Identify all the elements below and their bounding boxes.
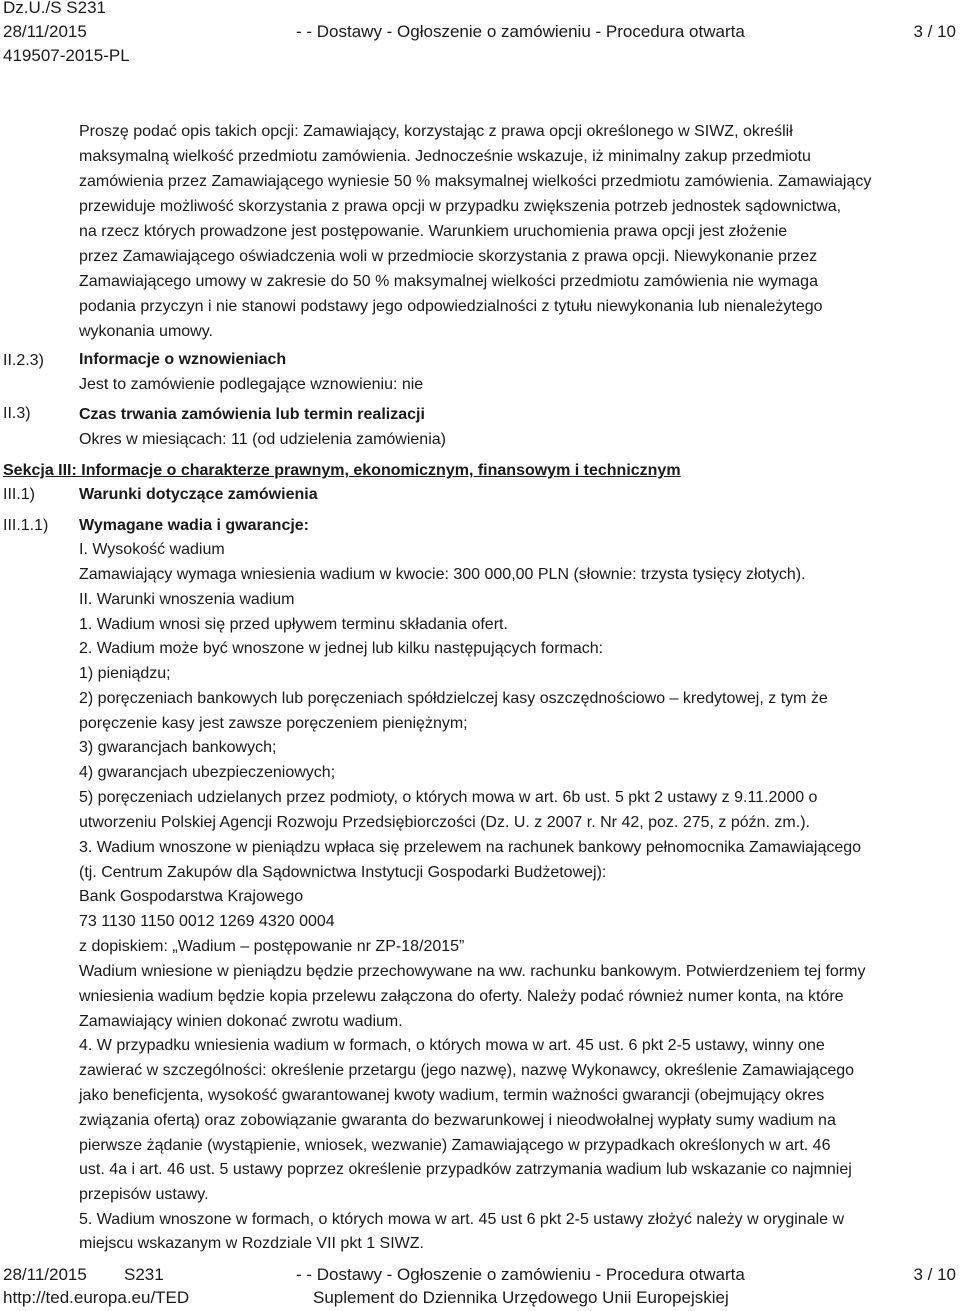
footer-series: S231	[124, 1265, 164, 1284]
doc-id: Dz.U./S S231	[3, 0, 106, 17]
text-line: zawierać w szczególności: określenie przetargu (jego nazwę), nazwę Wykonawcy, określenie Zamawiającego	[79, 1062, 855, 1079]
text-line: I. Wysokość wadium	[79, 541, 225, 558]
footer-url[interactable]: http://ted.europa.eu/TED	[3, 1288, 190, 1307]
header-page: 3 / 10	[913, 22, 956, 41]
duration-heading: Czas trwania zamówienia lub termin realizacji	[79, 406, 425, 423]
text-line: przez Zamawiającego oświadczenia woli w przedmiocie skorzystania z prawa opcji. Niewykonanie przez	[79, 248, 818, 265]
text-line: 5) poręczeniach udzielanych przez podmioty, o których mowa w art. 6b ust. 5 pkt 2 ustawy z 9.11.2000 o	[79, 789, 818, 806]
text-line: 73 1130 1150 0012 1269 4320 0004	[79, 913, 335, 930]
text-line: 2. Wadium może być wnoszone w jednej lub kilku następujących formach:	[79, 640, 604, 657]
section-title: Sekcja III: Informacje o charakterze prawnym, ekonomicznym, finansowym i technicznym	[3, 462, 681, 479]
text-line: 3. Wadium wnoszone w pieniądzu wpłaca się przelewem na rachunek bankowy pełnomocnika Zamawiającego	[79, 839, 862, 856]
text-line: jako beneficjenta, wysokość gwarantowanej kwoty wadium, termin ważności gwarancji (obejmujący okres	[79, 1087, 825, 1104]
text-line: wniesienia wadium będzie kopia przelewu załączona do oferty. Należy podać również numer konta, na które	[79, 988, 844, 1005]
text-line: przepisów ustawy.	[79, 1186, 209, 1203]
text-line: II. Warunki wnoszenia wadium	[79, 591, 295, 608]
text-line: 1. Wadium wnosi się przed upływem terminu składania ofert.	[79, 616, 508, 633]
text-line: miejscu wskazanym w Rozdziale VII pkt 1 SIWZ.	[79, 1235, 424, 1252]
text-line: 3) gwarancjach bankowych;	[79, 739, 277, 756]
footer-page: 3 / 10	[913, 1265, 956, 1284]
text-line: Bank Gospodarstwa Krajowego	[79, 888, 304, 905]
footer-title: - - Dostawy - Ogłoszenie o zamówieniu - Procedura otwarta	[296, 1265, 745, 1284]
header-date: 28/11/2015	[3, 22, 87, 41]
text-line: zamówienia przez Zamawiającego wyniesie 50 % maksymalnej wielkości przedmiotu zamówienia. Zamawiający	[79, 173, 872, 190]
text-line: 1) pieniądzu;	[79, 665, 171, 682]
text-line: Zamawiającego umowy w zakresie do 50 % maksymalnej wielkości przedmiotu zamówienia nie wymaga	[79, 273, 818, 290]
deposits-heading: Wymagane wadia i gwarancje:	[79, 517, 310, 534]
text-line: maksymalną wielkość przedmiotu zamówienia. Jednocześnie wskazuje, iż minimalny zakup przedmiotu	[79, 148, 811, 165]
footer-supplement: Suplement do Dziennika Urzędowego Unii Europejskiej	[313, 1288, 729, 1307]
text-line: 4. W przypadku wniesienia wadium w formach, o których mowa w art. 45 ust. 6 pkt 2-5 ustawy, winny one	[79, 1037, 825, 1054]
section-number-duration: II.3)	[3, 405, 31, 422]
section-number-renewals: II.2.3)	[3, 352, 44, 369]
section-number-conditions: III.1)	[3, 486, 36, 503]
text-line: utworzeniu Polskiej Agencji Rozwoju Przedsiębiorczości (Dz. U. z 2007 r. Nr 42, poz. 275, z późn. zm.).	[79, 814, 810, 831]
renewals-heading: Informacje o wznowieniach	[79, 351, 287, 368]
text-line: ust. 4a i art. 46 ust. 5 ustawy poprzez określenie przypadków zatrzymania wadium lub wskazanie co najmniej	[79, 1161, 852, 1178]
text-line: z dopiskiem: „Wadium – postępowanie nr ZP-18/2015”	[79, 938, 465, 955]
conditions-heading: Warunki dotyczące zamówienia	[79, 486, 318, 503]
text-line: Proszę podać opis takich opcji: Zamawiający, korzystając z prawa opcji określonego w SIWZ, określił	[79, 123, 793, 140]
section-number-deposits: III.1.1)	[3, 517, 49, 534]
text-line: związania ofertą) oraz zobowiązanie gwaranta do bezwarunkowej i nieodwołalnej wypłaty sumy wadium na	[79, 1112, 836, 1129]
text-line: przewiduje możliwość skorzystania z prawa opcji w przypadku zwiększenia potrzeb jednostek sądownictwa,	[79, 198, 842, 215]
header-title: - - Dostawy - Ogłoszenie o zamówieniu - Procedura otwarta	[296, 22, 745, 41]
header-ref: 419507-2015-PL	[3, 46, 130, 65]
text-line: pierwsze żądanie (wystąpienie, wniosek, wezwanie) Zamawiającego w przypadkach określonych w art. 46	[79, 1137, 831, 1154]
text-line: (tj. Centrum Zakupów dla Sądownictwa Instytucji Gospodarki Budżetowej):	[79, 864, 607, 881]
text-line: Zamawiający winien dokonać zwrotu wadium.	[79, 1013, 403, 1030]
text-line: wykonania umowy.	[79, 323, 213, 340]
text-line: na rzecz których prowadzone jest postępowanie. Warunkiem uruchomienia prawa opcji jest złożenie	[79, 223, 788, 240]
footer-date: 28/11/2015	[3, 1265, 87, 1284]
text-line: 4) gwarancjach ubezpieczeniowych;	[79, 764, 336, 781]
text-line: 2) poręczeniach bankowych lub poręczeniach spółdzielczej kasy oszczędnościowo – kredytowej, z tym że	[79, 690, 828, 707]
duration-text: Okres w miesiącach: 11 (od udzielenia zamówienia)	[79, 431, 446, 448]
text-line: poręczenie kasy jest zawsze poręczeniem pieniężnym;	[79, 715, 468, 732]
text-line: Wadium wniesione w pieniądzu będzie przechowywane na ww. rachunku bankowym. Potwierdzeniem tej formy	[79, 963, 866, 980]
renewals-text: Jest to zamówienie podlegające wznowieniu: nie	[79, 376, 424, 393]
text-line: podania przyczyn i nie stanowi podstawy jego odpowiedzialności z tytułu niewykonania lub nienależytego	[79, 298, 823, 315]
text-line: Zamawiający wymaga wniesienia wadium w kwocie: 300 000,00 PLN (słownie: trzysta tysięcy złotych).	[79, 566, 806, 583]
text-line: 5. Wadium wnoszone w formach, o których mowa w art. 45 ust 6 pkt 2-5 ustawy złożyć należy w oryginale w	[79, 1211, 845, 1228]
